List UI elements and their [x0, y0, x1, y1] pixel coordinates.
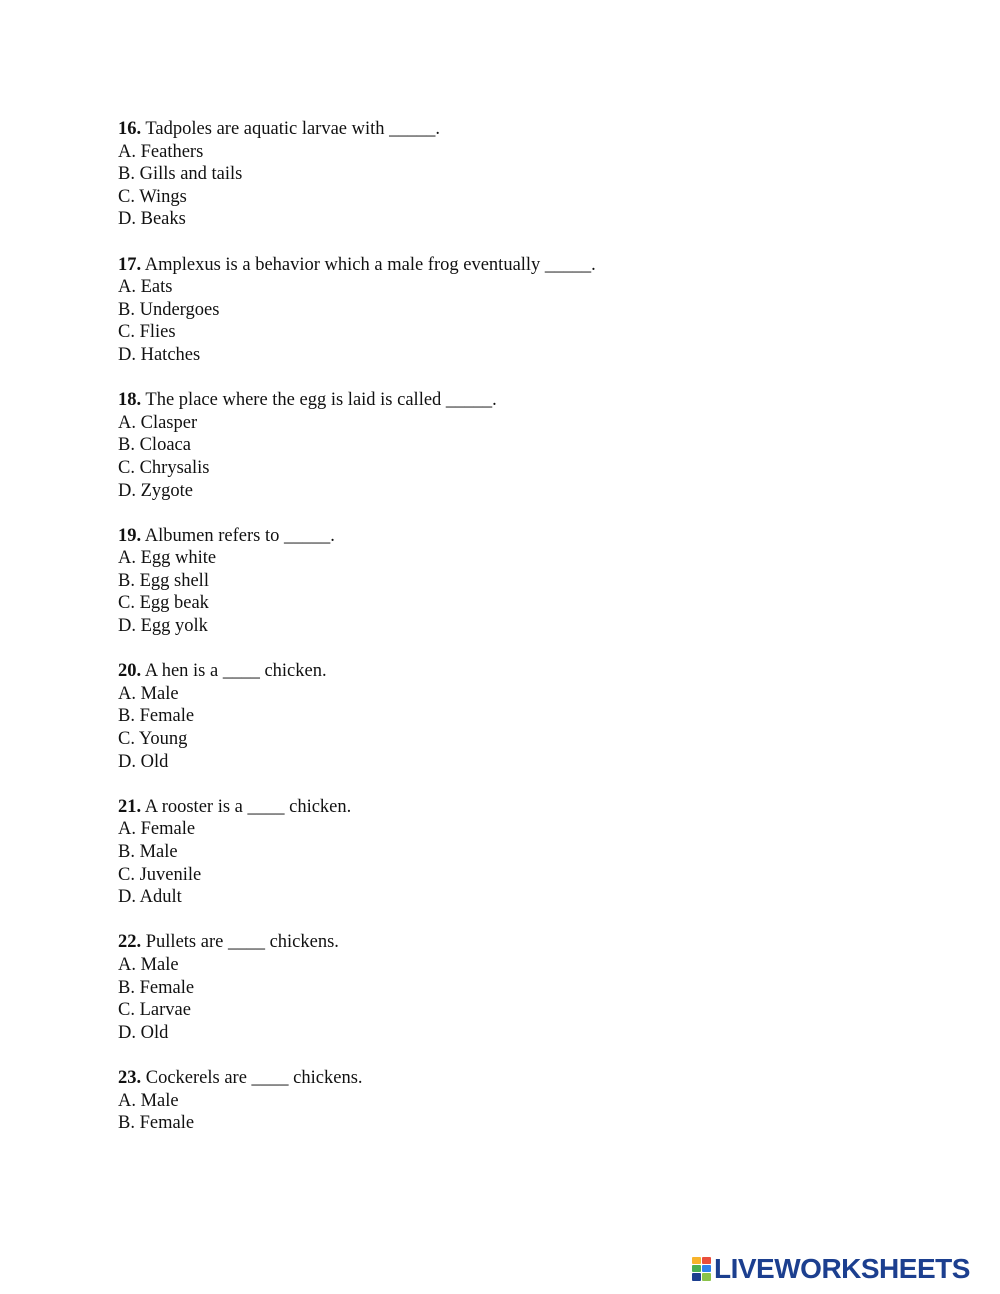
- logo-tile: [692, 1257, 701, 1264]
- answer-option: A. Feathers: [118, 141, 204, 162]
- answer-option: C. Chrysalis: [118, 457, 210, 478]
- answer-option: C. Larvae: [118, 1000, 191, 1021]
- question-stem: [118, 118, 918, 141]
- answer-option: B. Female: [118, 977, 195, 998]
- question-text: The place where the egg is laid is called _____.: [145, 390, 497, 411]
- logo-tile: [692, 1265, 701, 1272]
- answer-option: C. Flies: [118, 322, 176, 343]
- question-number: 16.: [118, 119, 142, 139]
- logo-tile: [702, 1257, 711, 1264]
- question-number: 22.: [118, 932, 142, 953]
- answer-option: B. Cloaca: [118, 435, 191, 456]
- answer-option: D. Zygote: [118, 480, 194, 501]
- question-stem: [118, 389, 918, 412]
- question-number: 20.: [118, 661, 142, 682]
- question-stem: [118, 931, 918, 954]
- answer-option: B. Undergoes: [118, 299, 220, 320]
- question-block: [118, 931, 918, 1044]
- question-block: [118, 254, 918, 367]
- logo-tile: [702, 1273, 711, 1281]
- question-number: 23.: [118, 1067, 142, 1088]
- question-stem: [118, 525, 918, 548]
- answer-option: A. Male: [118, 1090, 179, 1111]
- question-number: 21.: [118, 796, 142, 817]
- question-number: 18.: [118, 390, 142, 411]
- question-text: Amplexus is a behavior which a male frog eventually _____.: [144, 254, 596, 275]
- brand-watermark: [692, 1254, 970, 1284]
- answer-option: D. Hatches: [118, 344, 201, 365]
- answer-option: D. Beaks: [118, 209, 186, 230]
- answer-option: D. Old: [118, 751, 169, 772]
- answer-option: B. Male: [118, 842, 178, 862]
- answer-option: D. Old: [118, 1022, 169, 1043]
- answer-option: B. Egg shell: [118, 570, 209, 591]
- answer-option: A. Egg white: [118, 548, 217, 569]
- answer-option: B. Female: [118, 706, 195, 727]
- question-number: 19.: [118, 525, 142, 546]
- answer-option: A. Male: [118, 683, 179, 704]
- question-block: [118, 525, 918, 638]
- question-block: [118, 660, 918, 773]
- question-stem: [118, 796, 918, 819]
- answer-option: A. Female: [118, 819, 196, 840]
- answer-option: C. Egg beak: [118, 593, 209, 614]
- question-text: Albumen refers to _____.: [144, 525, 335, 546]
- answer-option: D. Egg yolk: [118, 616, 208, 637]
- question-stem: [118, 254, 918, 277]
- answer-option: C. Juvenile: [118, 864, 202, 885]
- question-text: A rooster is a ____ chicken.: [144, 796, 352, 817]
- logo-tile: [692, 1273, 701, 1281]
- logo-tile: [702, 1265, 711, 1272]
- question-block: [118, 796, 918, 909]
- question-number: 17.: [118, 254, 142, 275]
- question-text: Tadpoles are aquatic larvae with _____.: [145, 119, 441, 139]
- answer-option: A. Male: [118, 954, 179, 975]
- question-block: [118, 1067, 918, 1135]
- answer-option: A. Clasper: [118, 412, 198, 433]
- brand-text: LIVEWORKSHEETS: [714, 1253, 970, 1284]
- question-stem: [118, 1067, 918, 1090]
- answer-option: B. Gills and tails: [118, 164, 243, 185]
- question-text: A hen is a ____ chicken.: [144, 661, 327, 682]
- question-block: [118, 389, 918, 502]
- answer-option: A. Eats: [118, 277, 173, 298]
- answer-option: C. Young: [118, 729, 188, 750]
- question-text: Cockerels are ____ chickens.: [145, 1067, 363, 1088]
- worksheet: [118, 118, 918, 1157]
- question-block: [118, 118, 918, 231]
- question-stem: [118, 660, 918, 683]
- answer-option: C. Wings: [118, 186, 187, 207]
- liveworksheets-logo-icon: [692, 1257, 711, 1281]
- answer-option: B. Female: [118, 1113, 195, 1134]
- answer-option: D. Adult: [118, 887, 182, 908]
- question-text: Pullets are ____ chickens.: [145, 932, 339, 953]
